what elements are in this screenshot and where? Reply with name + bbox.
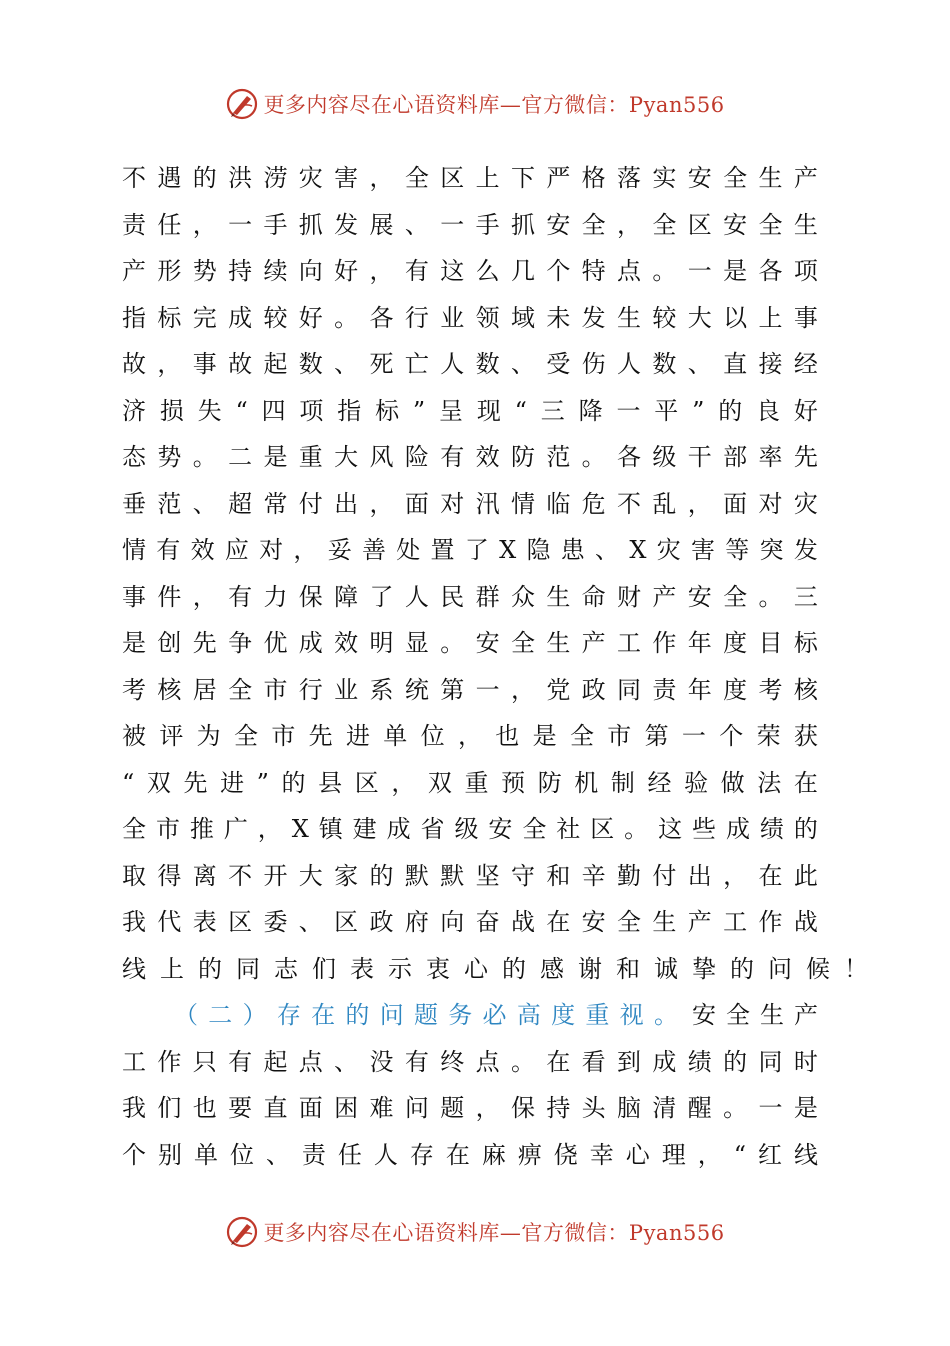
- footer-banner: [0, 1212, 950, 1252]
- text-line: 态 势 。 二 是 重 大 风 险 有 效 防 范 。 各 级 干 部 率 先: [122, 443, 818, 471]
- banner-text: 更多内容尽在心语资料库—官方微信：Pyan556: [263, 93, 725, 117]
- pen-logo-icon: [225, 87, 259, 121]
- text-line: 工 作 只 有 起 点 、 没 有 终 点 。 在 看 到 成 绩 的 同 时: [122, 1047, 818, 1076]
- text-line: 指 标 完 成 较 好 。 各 行 业 领 域 未 发 生 较 大 以 上 事: [122, 303, 818, 332]
- text-line: “ 双 先 进 ” 的 县 区 ， 双 重 预 防 机 制 经 验 做 法 在: [122, 768, 818, 797]
- text-line: 产 形 势 持 续 向 好 ， 有 这 么 几 个 特 点 。 一 是 各 项: [122, 257, 818, 285]
- text-line: 我 们 也 要 直 面 困 难 问 题 ， 保 持 头 脑 清 醒 。 一 是: [122, 1094, 818, 1122]
- text-line: 济 损 失 “ 四 项 指 标 ” 呈 现 “ 三 降 一 平 ” 的 良 好: [122, 396, 818, 425]
- section-heading: （ 二 ） 存 在 的 问 题 务 必 高 度 重 视 。: [174, 1001, 678, 1029]
- text-line: 责 任 ， 一 手 抓 发 展 、 一 手 抓 安 全 ， 全 区 安 全 生: [122, 210, 818, 239]
- section-heading-line: [122, 992, 818, 1039]
- text-line: 我 代 表 区 委 、 区 政 府 向 奋 战 在 安 全 生 产 工 作 战: [122, 908, 818, 936]
- text-line: 是 创 先 争 优 成 效 明 显 。 安 全 生 产 工 作 年 度 目 标: [122, 629, 818, 657]
- text-line: 垂 范 、 超 常 付 出 ， 面 对 汛 情 临 危 不 乱 ， 面 对 灾: [122, 489, 818, 518]
- text-line: 线 上 的 同 志 们 表 示 衷 心 的 感 谢 和 诚 挚 的 问 候 ！: [122, 954, 868, 983]
- text-line: 考 核 居 全 市 行 业 系 统 第 一 ， 党 政 同 责 年 度 考 核: [122, 675, 818, 704]
- text-line: 情 有 效 应 对 ， 妥 善 处 置 了 X 隐 患 、 X 灾 害 等 突 发: [122, 536, 818, 564]
- text-line: 个 别 单 位 、 责 任 人 存 在 麻 痹 侥 幸 心 理 ， “ 红 线: [122, 1140, 818, 1169]
- text-line: 取 得 离 不 开 大 家 的 默 默 坚 守 和 辛 勤 付 出 ， 在 此: [122, 861, 818, 890]
- pen-logo-icon: [225, 1215, 259, 1249]
- text-line: 不 遇 的 洪 涝 灾 害 ， 全 区 上 下 严 格 落 实 安 全 生 产: [122, 164, 818, 192]
- header-banner: [0, 84, 950, 124]
- text-line: 被 评 为 全 市 先 进 单 位 ， 也 是 全 市 第 一 个 荣 获: [122, 722, 818, 750]
- banner-text: 更多内容尽在心语资料库—官方微信：Pyan556: [263, 1221, 725, 1245]
- document-body: [122, 155, 868, 1178]
- section-heading-rest: 安 全 生 产: [692, 1001, 818, 1029]
- text-line: 故 ， 事 故 起 数 、 死 亡 人 数 、 受 伤 人 数 、 直 接 经: [122, 350, 818, 378]
- text-line: 全 市 推 广 ， X 镇 建 成 省 级 安 全 社 区 。 这 些 成 绩 的: [122, 815, 818, 843]
- text-line: 事 件 ， 有 力 保 障 了 人 民 群 众 生 命 财 产 安 全 。 三: [122, 582, 818, 611]
